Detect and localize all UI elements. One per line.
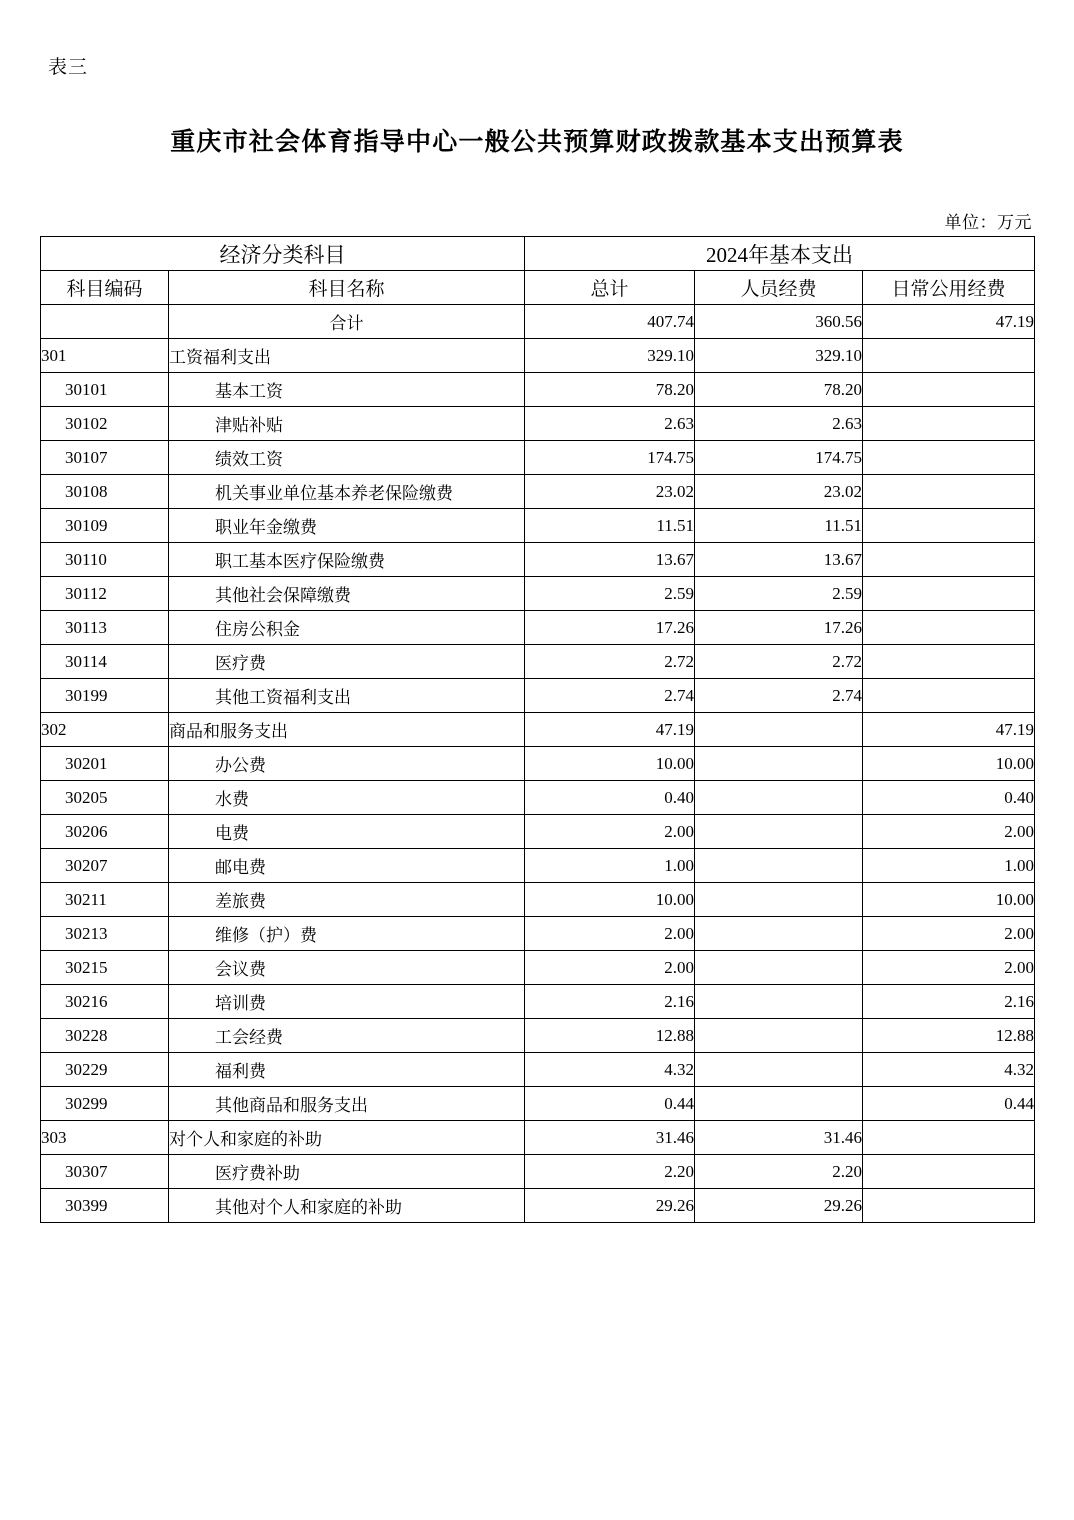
cell-total: 13.67 — [525, 543, 695, 577]
cell-total: 2.74 — [525, 679, 695, 713]
cell-total: 2.63 — [525, 407, 695, 441]
header-name: 科目名称 — [169, 271, 525, 305]
cell-subject-name: 邮电费 — [169, 849, 525, 883]
cell-total: 1.00 — [525, 849, 695, 883]
cell-subject-name: 维修（护）费 — [169, 917, 525, 951]
cell-daily — [863, 577, 1035, 611]
cell-subject-code: 303 — [41, 1121, 169, 1155]
cell-subject-code: 30228 — [41, 1019, 169, 1053]
cell-daily — [863, 1155, 1035, 1189]
cell-total: 10.00 — [525, 883, 695, 917]
cell-daily — [863, 509, 1035, 543]
cell-subject-code: 30207 — [41, 849, 169, 883]
cell-personnel — [695, 985, 863, 1019]
cell-personnel: 2.74 — [695, 679, 863, 713]
cell-total: 2.16 — [525, 985, 695, 1019]
cell-subject-code: 30112 — [41, 577, 169, 611]
cell-total: 2.20 — [525, 1155, 695, 1189]
cell-subject-name: 对个人和家庭的补助 — [169, 1121, 525, 1155]
cell-subject-code: 301 — [41, 339, 169, 373]
cell-subject-code: 30108 — [41, 475, 169, 509]
cell-subject-name: 其他商品和服务支出 — [169, 1087, 525, 1121]
cell-personnel: 23.02 — [695, 475, 863, 509]
table-row — [41, 917, 1035, 951]
cell-personnel: 13.67 — [695, 543, 863, 577]
page-title: 重庆市社会体育指导中心一般公共预算财政拨款基本支出预算表 — [170, 129, 904, 156]
cell-personnel: 2.63 — [695, 407, 863, 441]
table-row — [41, 577, 1035, 611]
cell-personnel — [695, 1053, 863, 1087]
cell-subject-code: 30101 — [41, 373, 169, 407]
table-row — [41, 985, 1035, 1019]
cell-subject-name: 医疗费补助 — [169, 1155, 525, 1189]
cell-subject-code: 30113 — [41, 611, 169, 645]
cell-subject-code: 30299 — [41, 1087, 169, 1121]
cell-personnel — [695, 951, 863, 985]
cell-total: 174.75 — [525, 441, 695, 475]
cell-subject-name: 其他对个人和家庭的补助 — [169, 1189, 525, 1223]
table-row — [41, 883, 1035, 917]
cell-personnel — [695, 747, 863, 781]
cell-daily — [863, 679, 1035, 713]
table-header-column-row — [41, 271, 1035, 305]
cell-subject-code: 30199 — [41, 679, 169, 713]
header-basic-expenditure-2024: 2024年基本支出 — [525, 237, 1035, 271]
table-header-group-row — [41, 237, 1035, 271]
cell-subject-code: 30114 — [41, 645, 169, 679]
table-row — [41, 475, 1035, 509]
cell-subject-name: 培训费 — [169, 985, 525, 1019]
cell-total: 29.26 — [525, 1189, 695, 1223]
cell-subject-code: 30213 — [41, 917, 169, 951]
cell-subject-code: 30229 — [41, 1053, 169, 1087]
cell-daily — [863, 1121, 1035, 1155]
cell-daily — [863, 373, 1035, 407]
table-row — [41, 815, 1035, 849]
cell-subject-code: 30205 — [41, 781, 169, 815]
cell-personnel — [695, 815, 863, 849]
cell-total: 2.59 — [525, 577, 695, 611]
cell-total: 2.00 — [525, 951, 695, 985]
cell-subject-name: 机关事业单位基本养老保险缴费 — [169, 475, 525, 509]
table-body — [41, 305, 1035, 1223]
cell-personnel: 174.75 — [695, 441, 863, 475]
cell-daily — [863, 339, 1035, 373]
cell-subject-name: 医疗费 — [169, 645, 525, 679]
cell-subject-code: 30107 — [41, 441, 169, 475]
cell-daily: 12.88 — [863, 1019, 1035, 1053]
table-row — [41, 1087, 1035, 1121]
cell-total: 0.44 — [525, 1087, 695, 1121]
cell-personnel: 11.51 — [695, 509, 863, 543]
table-row — [41, 679, 1035, 713]
cell-personnel: 2.20 — [695, 1155, 863, 1189]
sheet-label: 表三 — [48, 57, 89, 78]
cell-subject-name: 商品和服务支出 — [169, 713, 525, 747]
cell-personnel: 360.56 — [695, 305, 863, 339]
cell-subject-code: 30206 — [41, 815, 169, 849]
cell-total: 2.72 — [525, 645, 695, 679]
cell-total: 329.10 — [525, 339, 695, 373]
cell-subject-name: 差旅费 — [169, 883, 525, 917]
unit-note: 单位：万元 — [944, 213, 1032, 232]
table-header — [41, 237, 1035, 305]
cell-total: 11.51 — [525, 509, 695, 543]
table-row — [41, 849, 1035, 883]
cell-subject-code: 302 — [41, 713, 169, 747]
table-row — [41, 373, 1035, 407]
cell-subject-name: 电费 — [169, 815, 525, 849]
cell-daily — [863, 1189, 1035, 1223]
cell-subject-code: 30211 — [41, 883, 169, 917]
table-row — [41, 1189, 1035, 1223]
cell-daily — [863, 475, 1035, 509]
cell-total: 47.19 — [525, 713, 695, 747]
cell-personnel: 17.26 — [695, 611, 863, 645]
cell-subject-name: 工资福利支出 — [169, 339, 525, 373]
cell-subject-name: 住房公积金 — [169, 611, 525, 645]
cell-personnel: 2.72 — [695, 645, 863, 679]
cell-subject-code: 30399 — [41, 1189, 169, 1223]
cell-total: 23.02 — [525, 475, 695, 509]
cell-subject-code: 30216 — [41, 985, 169, 1019]
cell-total: 2.00 — [525, 917, 695, 951]
cell-daily — [863, 611, 1035, 645]
table-row — [41, 747, 1035, 781]
table-row — [41, 611, 1035, 645]
cell-total: 17.26 — [525, 611, 695, 645]
cell-total: 78.20 — [525, 373, 695, 407]
table-row — [41, 407, 1035, 441]
cell-subject-name: 其他社会保障缴费 — [169, 577, 525, 611]
cell-personnel — [695, 713, 863, 747]
cell-daily: 1.00 — [863, 849, 1035, 883]
cell-daily — [863, 543, 1035, 577]
cell-subject-code: 30102 — [41, 407, 169, 441]
cell-daily: 10.00 — [863, 747, 1035, 781]
cell-subject-name: 其他工资福利支出 — [169, 679, 525, 713]
cell-subject-name: 津贴补贴 — [169, 407, 525, 441]
cell-personnel: 78.20 — [695, 373, 863, 407]
cell-personnel: 31.46 — [695, 1121, 863, 1155]
header-code: 科目编码 — [41, 271, 169, 305]
header-economic-category: 经济分类科目 — [41, 237, 525, 271]
cell-personnel — [695, 1087, 863, 1121]
table-row — [41, 509, 1035, 543]
cell-personnel: 29.26 — [695, 1189, 863, 1223]
cell-subject-code: 30109 — [41, 509, 169, 543]
header-daily: 日常公用经费 — [863, 271, 1035, 305]
table-row — [41, 339, 1035, 373]
cell-personnel — [695, 1019, 863, 1053]
cell-total: 12.88 — [525, 1019, 695, 1053]
table-row — [41, 305, 1035, 339]
cell-total: 407.74 — [525, 305, 695, 339]
cell-subject-code: 30110 — [41, 543, 169, 577]
cell-subject-name: 职工基本医疗保险缴费 — [169, 543, 525, 577]
cell-subject-code: 30307 — [41, 1155, 169, 1189]
cell-daily: 0.44 — [863, 1087, 1035, 1121]
cell-daily: 10.00 — [863, 883, 1035, 917]
cell-subject-name: 绩效工资 — [169, 441, 525, 475]
cell-daily — [863, 407, 1035, 441]
cell-daily: 2.00 — [863, 951, 1035, 985]
table-row — [41, 645, 1035, 679]
cell-subject-name: 职业年金缴费 — [169, 509, 525, 543]
cell-subject-name: 福利费 — [169, 1053, 525, 1087]
header-total: 总计 — [525, 271, 695, 305]
cell-daily: 47.19 — [863, 713, 1035, 747]
header-personnel: 人员经费 — [695, 271, 863, 305]
cell-subject-code: 30215 — [41, 951, 169, 985]
cell-total: 4.32 — [525, 1053, 695, 1087]
table-row — [41, 1121, 1035, 1155]
cell-subject-name: 合计 — [169, 305, 525, 339]
cell-subject-name: 会议费 — [169, 951, 525, 985]
table-row — [41, 1155, 1035, 1189]
cell-daily — [863, 441, 1035, 475]
table-row — [41, 713, 1035, 747]
cell-subject-name: 工会经费 — [169, 1019, 525, 1053]
cell-total: 10.00 — [525, 747, 695, 781]
cell-total: 0.40 — [525, 781, 695, 815]
cell-daily: 4.32 — [863, 1053, 1035, 1087]
table-row — [41, 1019, 1035, 1053]
cell-daily — [863, 645, 1035, 679]
table-row — [41, 543, 1035, 577]
table-row — [41, 1053, 1035, 1087]
cell-subject-code: 30201 — [41, 747, 169, 781]
cell-subject-name: 办公费 — [169, 747, 525, 781]
cell-daily: 2.00 — [863, 917, 1035, 951]
cell-subject-code — [41, 305, 169, 339]
cell-personnel: 2.59 — [695, 577, 863, 611]
cell-daily: 2.00 — [863, 815, 1035, 849]
cell-total: 2.00 — [525, 815, 695, 849]
cell-personnel — [695, 781, 863, 815]
cell-personnel — [695, 849, 863, 883]
table-row — [41, 781, 1035, 815]
cell-personnel — [695, 883, 863, 917]
cell-daily: 47.19 — [863, 305, 1035, 339]
cell-personnel: 329.10 — [695, 339, 863, 373]
cell-daily: 0.40 — [863, 781, 1035, 815]
budget-table — [40, 236, 1035, 1223]
cell-subject-name: 水费 — [169, 781, 525, 815]
cell-daily: 2.16 — [863, 985, 1035, 1019]
table-row — [41, 441, 1035, 475]
cell-personnel — [695, 917, 863, 951]
table-row — [41, 951, 1035, 985]
cell-subject-name: 基本工资 — [169, 373, 525, 407]
cell-total: 31.46 — [525, 1121, 695, 1155]
